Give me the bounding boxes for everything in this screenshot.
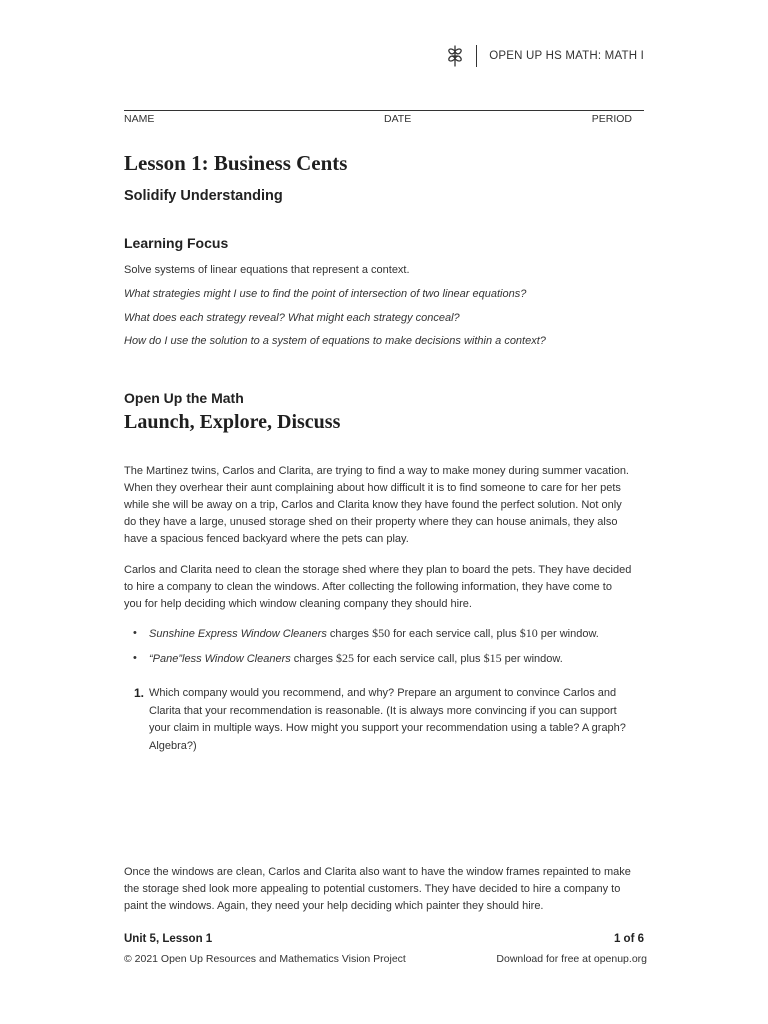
period-label: PERIOD bbox=[591, 113, 632, 125]
course-title: OPEN UP HS MATH: MATH I bbox=[489, 50, 644, 62]
company-name: Sunshine Express Window Cleaners bbox=[149, 628, 327, 640]
per-window-fee: $10 bbox=[519, 626, 538, 640]
company-list bbox=[124, 625, 634, 675]
learning-focus-statement: Solve systems of linear equations that represent a context. bbox=[124, 264, 410, 276]
date-label: DATE bbox=[384, 113, 412, 125]
name-label: NAME bbox=[124, 113, 155, 125]
list-item: • “Pane”less Window Cleaners charges $25 for each service call, plus $15 per window. bbox=[133, 651, 563, 665]
task-paragraph: Carlos and Clarita need to clean the storage shed where they plan to board the pets. They have decided to hire a company to clean the windows. After collecting the following information, they have come to you for help deciding which window cleaning company they should hire. bbox=[124, 564, 632, 610]
page-header bbox=[444, 44, 644, 68]
bullet-icon: • bbox=[133, 652, 137, 664]
per-window-fee: $15 bbox=[483, 651, 502, 665]
painting-paragraph: Once the windows are clean, Carlos and Clarita also want to have the window frames repainted to make the storage shed look more appealing to potential customers. They have decided to hire a company to paint the windows. Again, they need your help deciding which painter they should hire. bbox=[124, 866, 631, 912]
header-divider bbox=[476, 45, 477, 67]
question-number: 1. bbox=[134, 686, 145, 700]
lesson-title: Lesson 1: Business Cents bbox=[124, 151, 348, 175]
company-name: “Pane”less Window Cleaners bbox=[149, 653, 291, 665]
bullet-icon: • bbox=[133, 627, 137, 639]
name-underline bbox=[124, 110, 644, 111]
learning-focus-heading: Learning Focus bbox=[124, 235, 229, 251]
learning-focus-question: How do I use the solution to a system of equations to make decisions within a context? bbox=[124, 335, 546, 347]
list-item: • Sunshine Express Window Cleaners charges $50 for each service call, plus $10 per window. bbox=[133, 626, 599, 640]
page-number: 1 of 6 bbox=[613, 933, 644, 945]
intro-paragraph: The Martinez twins, Carlos and Clarita, are trying to find a way to make money during summer vacation. When they overhear their aunt complaining about how difficult it is to find someone to care for her pets while she will be away on a trip, Carlos and Clarita know they have found the perfect solution. Not only do they have a large, unused storage shed on their property where they can house animals, they also have a spacious fenced backyard where the pets can play. bbox=[124, 465, 629, 545]
copyright-notice: © 2021 Open Up Resources and Mathematics Vision Project bbox=[124, 953, 406, 965]
section-kicker: Open Up the Math bbox=[124, 390, 244, 406]
open-up-logo-icon bbox=[444, 44, 466, 68]
student-info-row bbox=[124, 113, 632, 127]
question-1 bbox=[134, 685, 634, 755]
service-fee: $50 bbox=[372, 626, 391, 640]
learning-focus-question: What does each strategy reveal? What might each strategy conceal? bbox=[124, 312, 460, 324]
section-title: Launch, Explore, Discuss bbox=[124, 411, 341, 433]
question-text: Which company would you recommend, and why? Prepare an argument to convince Carlos and Clarita that your recommendation is reasonable. (It is always more convincing if you can support your claim in multiple ways. How might you support your recommendation using a table? A graph? Algebra?) bbox=[149, 687, 626, 752]
unit-lesson-label: Unit 5, Lesson 1 bbox=[124, 933, 213, 945]
service-fee: $25 bbox=[336, 651, 354, 665]
download-notice: Download for free at openup.org bbox=[496, 953, 647, 965]
lesson-subtitle: Solidify Understanding bbox=[124, 188, 283, 204]
learning-focus-question: What strategies might I use to find the point of intersection of two linear equations? bbox=[124, 288, 527, 300]
